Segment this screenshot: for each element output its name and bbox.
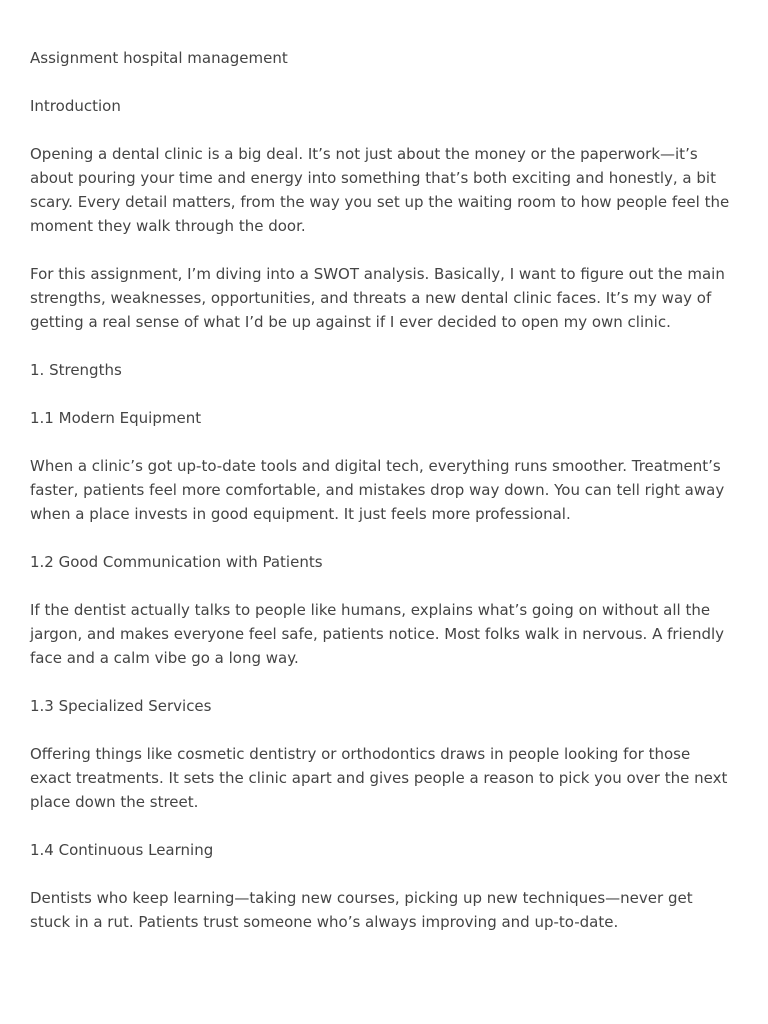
document-title: Assignment hospital management — [30, 49, 288, 67]
subsection-communication-heading: 1.2 Good Communication with Patients — [30, 553, 323, 571]
subsection-modern-equipment-heading: 1.1 Modern Equipment — [30, 409, 202, 427]
intro-heading: Introduction — [30, 97, 121, 115]
subsection-modern-equipment-text: When a clinic’s got up-to-date tools and digital tech, everything runs smoother. Treatment’s faster, patients feel more comfortable, and mistakes drop way down. You can tell right away when a place invests in good equipment. It just feels more professional. — [30, 457, 725, 523]
section-strengths-heading: 1. Strengths — [30, 361, 122, 379]
subsection-communication-text: If the dentist actually talks to people like humans, explains what’s going on without all the jargon, and makes everyone feel safe, patients notice. Most folks walk in nervous. A friendly face and a calm vibe go a long way. — [30, 601, 725, 667]
subsection-continuous-learning-heading: 1.4 Continuous Learning — [30, 841, 214, 859]
intro-paragraph-2: For this assignment, I’m diving into a SWOT analysis. Basically, I want to figure out the main strengths, weaknesses, opportunities, and threats a new dental clinic faces. It’s my way of getting a real sense of what I’d be up against if I ever decided to open my own clinic. — [30, 265, 725, 331]
subsection-specialized-services-text: Offering things like cosmetic dentistry or orthodontics draws in people looking for those exact treatments. It sets the clinic apart and gives people a reason to pick you over the next place down the street. — [30, 745, 728, 811]
subsection-specialized-services-heading: 1.3 Specialized Services — [30, 697, 212, 715]
document-body — [30, 46, 736, 958]
subsection-continuous-learning-text: Dentists who keep learning—taking new courses, picking up new techniques—never get stuck in a rut. Patients trust someone who’s always improving and up-to-date. — [30, 889, 693, 931]
intro-paragraph-1: Opening a dental clinic is a big deal. It’s not just about the money or the paperwork—it’s about pouring your time and energy into something that’s both exciting and honestly, a bit scary. Every detail matters, from the way you set up the waiting room to how people feel the moment they walk through the door. — [30, 145, 730, 235]
